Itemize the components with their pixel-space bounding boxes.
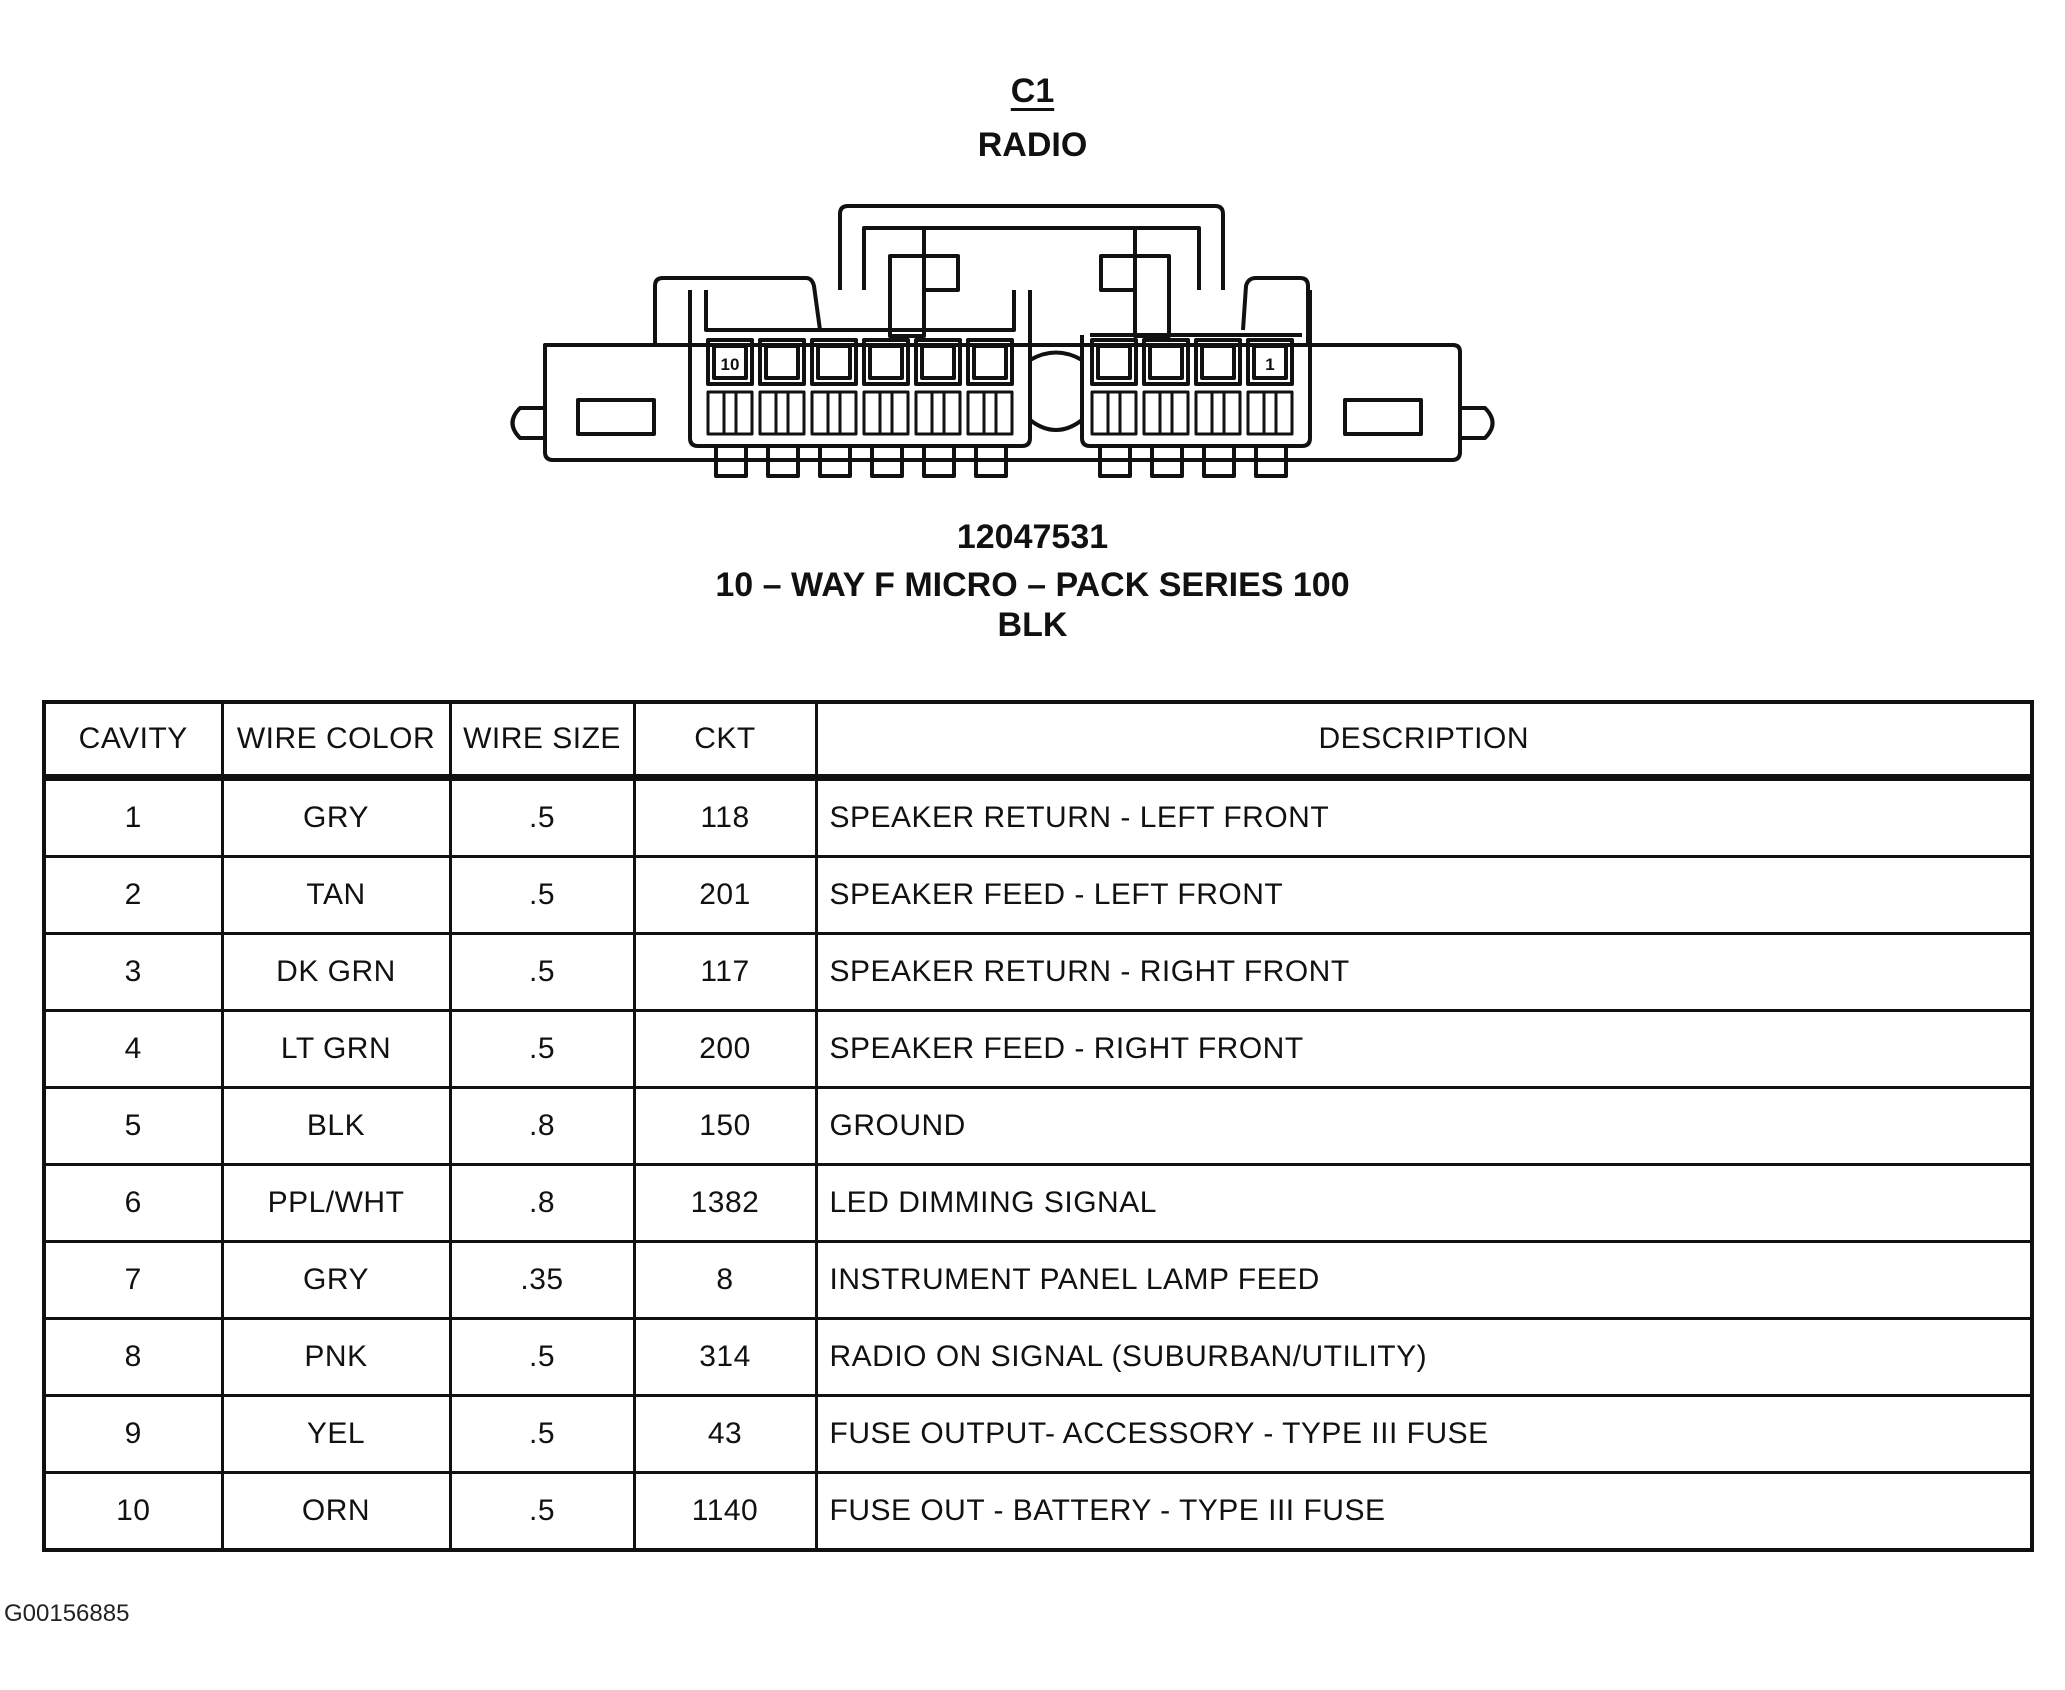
wire-color-cell: YEL [222, 1396, 450, 1473]
wire-color-cell: DK GRN [222, 934, 450, 1011]
header-wire-size: WIRE SIZE [450, 702, 634, 778]
wire-size-cell: .5 [450, 778, 634, 857]
latch-outer [840, 206, 1223, 290]
table-row [44, 1396, 2032, 1473]
table-header-row [44, 702, 2032, 778]
cavity-cell: 5 [44, 1088, 222, 1165]
wire-color-cell: PNK [222, 1319, 450, 1396]
ckt-cell: 200 [634, 1011, 816, 1088]
connector-body [545, 345, 1460, 460]
cavity-cell: 8 [44, 1319, 222, 1396]
ckt-cell: 314 [634, 1319, 816, 1396]
table-row [44, 1011, 2032, 1088]
lower-slots-right [1092, 392, 1292, 434]
table-row [44, 1319, 2032, 1396]
description-cell: SPEAKER FEED - LEFT FRONT [816, 857, 2032, 934]
latch-tab-right [1135, 256, 1169, 336]
wire-size-cell: .8 [450, 1165, 634, 1242]
wire-size-cell: .5 [450, 1396, 634, 1473]
connector-color: BLK [997, 606, 1068, 644]
wire-color-cell: LT GRN [222, 1011, 450, 1088]
description-cell: INSTRUMENT PANEL LAMP FEED [816, 1242, 2032, 1319]
ear-right [1460, 408, 1493, 438]
cavity-cell: 1 [44, 778, 222, 857]
description-cell: SPEAKER RETURN - LEFT FRONT [816, 778, 2032, 857]
cavity-marker-1: 1 [1265, 355, 1275, 374]
cavity-cell: 3 [44, 934, 222, 1011]
ckt-cell: 150 [634, 1088, 816, 1165]
window-right [1345, 400, 1421, 434]
connector-description: 10 – WAY F MICRO – PACK SERIES 100 [715, 566, 1350, 604]
ckt-cell: 43 [634, 1396, 816, 1473]
figure-id: G00156885 [4, 1600, 130, 1627]
latch-tab-right-inner [1101, 256, 1135, 290]
ckt-cell: 1382 [634, 1165, 816, 1242]
connector-name: RADIO [977, 126, 1088, 164]
latch-inner [864, 228, 1199, 290]
shoulder-left [655, 278, 820, 345]
ckt-cell: 117 [634, 934, 816, 1011]
description-cell: SPEAKER RETURN - RIGHT FRONT [816, 934, 2032, 1011]
ckt-cell: 1140 [634, 1473, 816, 1551]
cavity-cell: 10 [44, 1473, 222, 1551]
cavity-cell: 2 [44, 857, 222, 934]
wire-size-cell: .35 [450, 1242, 634, 1319]
table-row [44, 1088, 2032, 1165]
latch-tab-left [890, 256, 924, 336]
pinout-table [42, 700, 2034, 1552]
description-cell: SPEAKER FEED - RIGHT FRONT [816, 1011, 2032, 1088]
latch-tab-left-inner [924, 256, 958, 290]
header-description: DESCRIPTION [816, 702, 2032, 778]
table-row [44, 778, 2032, 857]
cavity-cell: 6 [44, 1165, 222, 1242]
ckt-cell: 118 [634, 778, 816, 857]
wire-color-cell: GRY [222, 1242, 450, 1319]
description-cell: FUSE OUTPUT- ACCESSORY - TYPE III FUSE [816, 1396, 2032, 1473]
header-cavity: CAVITY [44, 702, 222, 778]
ear-left [513, 408, 546, 438]
table-row [44, 934, 2032, 1011]
description-cell: RADIO ON SIGNAL (SUBURBAN/UTILITY) [816, 1319, 2032, 1396]
description-cell: GROUND [816, 1088, 2032, 1165]
cavity-block-left [690, 290, 1030, 446]
connector-drawing [0, 0, 2065, 500]
table-row [44, 857, 2032, 934]
wire-color-cell: TAN [222, 857, 450, 934]
wire-size-cell: .5 [450, 1319, 634, 1396]
wire-size-cell: .5 [450, 857, 634, 934]
table-row [44, 1242, 2032, 1319]
cavity-cell: 7 [44, 1242, 222, 1319]
wire-size-cell: .5 [450, 1011, 634, 1088]
wire-size-cell: .5 [450, 1473, 634, 1551]
table-row [44, 1165, 2032, 1242]
wire-size-cell: .8 [450, 1088, 634, 1165]
ckt-cell: 201 [634, 857, 816, 934]
cavity-marker-10: 10 [720, 355, 740, 374]
wire-size-cell: .5 [450, 934, 634, 1011]
cavity-cell: 9 [44, 1396, 222, 1473]
wire-color-cell: BLK [222, 1088, 450, 1165]
ckt-cell: 8 [634, 1242, 816, 1319]
window-left [578, 400, 654, 434]
lower-slots-left [708, 392, 1012, 434]
connector-id-text: C1 [1010, 72, 1055, 110]
header-ckt: CKT [634, 702, 816, 778]
wire-color-cell: PPL/WHT [222, 1165, 450, 1242]
wire-color-cell: ORN [222, 1473, 450, 1551]
part-number: 12047531 [956, 518, 1109, 556]
wire-color-cell: GRY [222, 778, 450, 857]
table-row [44, 1473, 2032, 1551]
header-wire-color: WIRE COLOR [222, 702, 450, 778]
cavity-cell: 4 [44, 1011, 222, 1088]
description-cell: LED DIMMING SIGNAL [816, 1165, 2032, 1242]
description-cell: FUSE OUT - BATTERY - TYPE III FUSE [816, 1473, 2032, 1551]
